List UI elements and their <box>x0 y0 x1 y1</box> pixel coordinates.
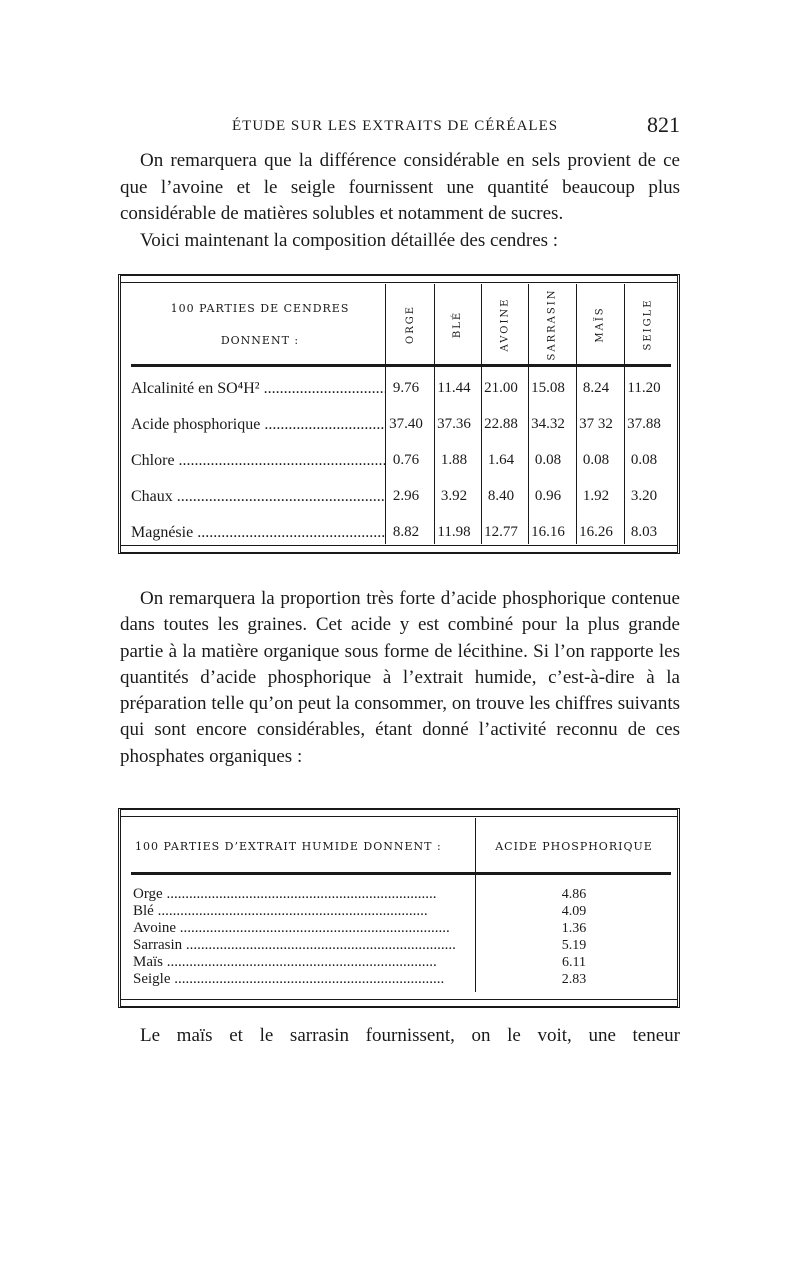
table-rule <box>121 999 677 1000</box>
cell-value: 4.86 <box>561 887 587 902</box>
table-row <box>133 954 677 971</box>
column-header-ble: BLÉ <box>452 310 464 338</box>
table-rule <box>121 816 677 817</box>
table-header-rule <box>131 872 671 875</box>
cell-value: 4.09 <box>561 904 587 919</box>
cell-value: 1.64 <box>487 452 515 468</box>
cell-value: 2.96 <box>392 488 420 504</box>
table-row <box>131 408 677 444</box>
cell-value: 0.08 <box>534 452 562 468</box>
column-header-avoine: AVOINE <box>499 297 511 351</box>
cell-value: 8.82 <box>392 524 420 540</box>
paragraph-2: Voici maintenant la composition détaillée des cendres : <box>140 230 559 251</box>
row-label: Avoine ..... <box>133 920 469 937</box>
paragraph-4: Le maïs et le sarrasin fournissent, on le voit, une teneur <box>140 1025 680 1046</box>
table-row <box>133 886 677 903</box>
cell-value: 21.00 <box>484 380 518 396</box>
row-label: Maïs ..... <box>133 954 469 971</box>
cell-value: 1.92 <box>582 488 610 504</box>
cell-value: 0.76 <box>392 452 420 468</box>
cell-value: 37.88 <box>627 416 661 432</box>
ash-composition-table <box>118 274 680 554</box>
cell-value: 16.26 <box>579 524 613 540</box>
cell-value: 0.96 <box>534 488 562 504</box>
cell-value: 37.40 <box>389 416 423 432</box>
table-row <box>133 903 677 920</box>
page-number: 821 <box>647 112 680 137</box>
table-row <box>133 920 677 937</box>
phosphoric-acid-table <box>118 808 680 1008</box>
table-header-left: 100 PARTIES D’EXTRAIT HUMIDE DONNENT : <box>135 840 442 853</box>
cell-value: 11.98 <box>437 524 471 540</box>
table-header-line-2: DONNENT : <box>220 334 300 347</box>
cell-value: 37 32 <box>579 416 613 432</box>
cell-value: 37.36 <box>437 416 471 432</box>
cell-value: 11.20 <box>627 380 661 396</box>
cell-value: 1.36 <box>561 921 587 936</box>
row-label: Chlore ..... <box>131 452 385 470</box>
paragraph-1: On remarquera que la différence considérable en sels provient de ce que l’avoine et le seigle fournissent une quantité beaucoup plus considérable de matières solubles et notamment de sucres. <box>120 150 680 224</box>
table-rule <box>121 282 677 283</box>
column-header-orge: ORGE <box>404 304 416 344</box>
cell-value: 0.08 <box>630 452 658 468</box>
row-label: Sarrasin ..... <box>133 937 469 954</box>
row-label: Magnésie ..... <box>131 524 385 542</box>
paragraph-3: On remarquera la proportion très forte d’acide phosphorique contenue dans toutes les graines. Cet acide y est combiné pour la plus grande partie à la matière organique sous forme de lécithine. Si l’on rapporte les quantités d’acide phosphorique à l’extrait humide, c’est-à-dire à la préparation telle qu’on peut la consommer, on trouve les chiffres suivants qui sont encore considérables, étant donné l’activité reconnu de ces phosphates organiques : <box>120 588 680 767</box>
table-row <box>131 516 677 552</box>
row-label: Alcalinité en SO⁴H² ..... <box>131 380 385 398</box>
running-title: ÉTUDE SUR LES EXTRAITS DE CÉRÉALES <box>232 118 559 134</box>
cell-value: 8.03 <box>630 524 658 540</box>
cell-value: 12.77 <box>484 524 518 540</box>
row-label: Seigle ..... <box>133 971 469 988</box>
cell-value: 9.76 <box>392 380 420 396</box>
cell-value: 11.44 <box>437 380 471 396</box>
table-row <box>133 937 677 954</box>
cell-value: 5.19 <box>561 938 587 953</box>
cell-value: 8.40 <box>487 488 515 504</box>
cell-value: 6.11 <box>562 955 586 970</box>
table-row <box>131 444 677 480</box>
table-header-rule <box>131 364 671 367</box>
cell-value: 2.83 <box>561 972 587 987</box>
table-row <box>133 971 677 988</box>
table-row <box>131 480 677 516</box>
running-head <box>120 112 680 142</box>
table-header-line-1: 100 PARTIES DE CENDRES <box>170 302 350 315</box>
cell-value: 22.88 <box>484 416 518 432</box>
row-label: Orge ..... <box>133 886 469 903</box>
cell-value: 34.32 <box>531 416 565 432</box>
row-label: Blé ..... <box>133 903 469 920</box>
cell-value: 1.88 <box>440 452 468 468</box>
cell-value: 3.20 <box>630 488 658 504</box>
cell-value: 3.92 <box>440 488 468 504</box>
column-header-mais: MAÏS <box>594 305 606 343</box>
cell-value: 16.16 <box>531 524 565 540</box>
row-label: Chaux ..... <box>131 488 385 506</box>
table-row <box>131 372 677 408</box>
column-header-seigle: SEIGLE <box>642 297 654 351</box>
cell-value: 0.08 <box>582 452 610 468</box>
cell-value: 8.24 <box>582 380 610 396</box>
cell-value: 15.08 <box>531 380 565 396</box>
table-header-right: ACIDE PHOSPHORIQUE <box>495 840 653 853</box>
row-label: Acide phosphorique ..... <box>131 416 385 434</box>
column-header-sarrasin: SARRASIN <box>546 288 558 360</box>
